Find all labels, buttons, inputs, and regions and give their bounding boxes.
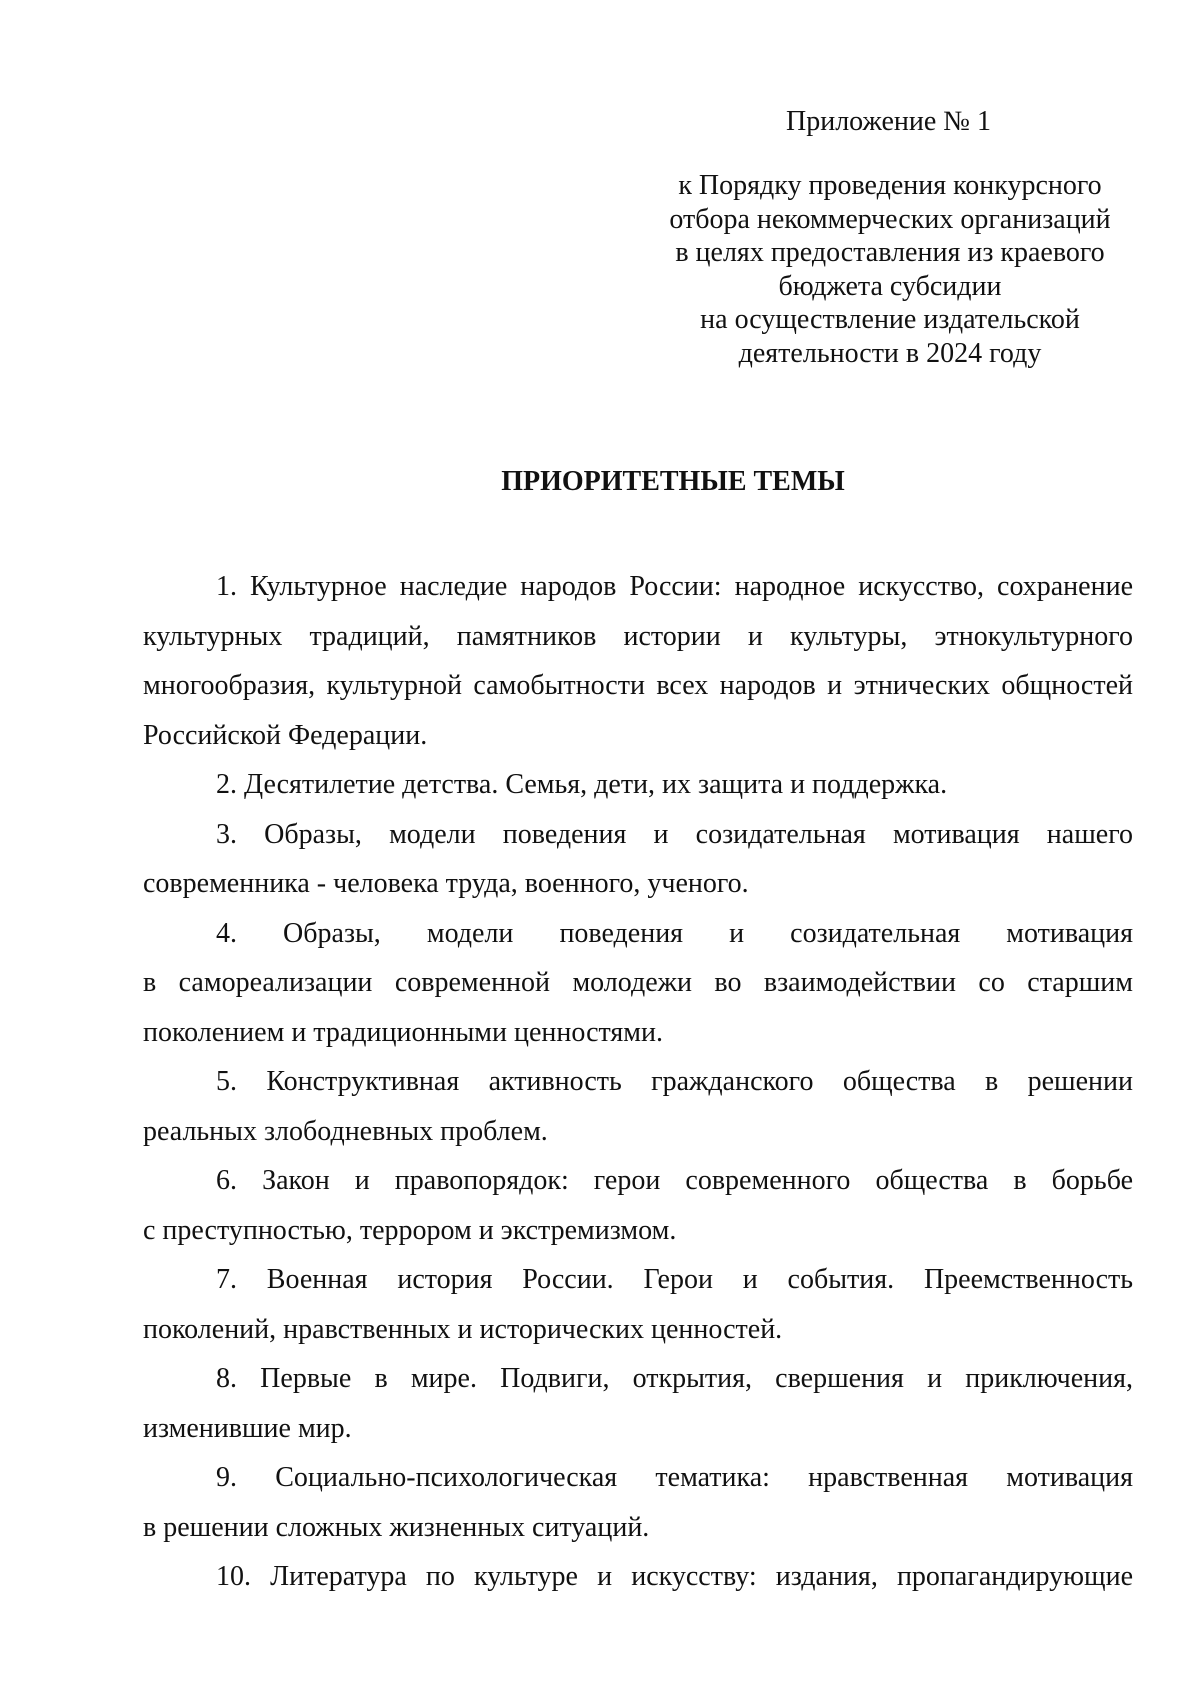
annex-ref-line: в целях предоставления из краевого xyxy=(675,237,1105,268)
item-line: изменившие мир. xyxy=(143,1412,352,1444)
item-line: с преступностью, террором и экстремизмом. xyxy=(143,1214,677,1246)
item-line: 8. Первые в мире. Подвиги, открытия, свершения и приключения, xyxy=(216,1363,1133,1394)
item-line: 5. Конструктивная активность гражданского общества в решении xyxy=(216,1066,1133,1097)
item-line: поколений, нравственных и исторических ценностей. xyxy=(143,1313,783,1345)
list-item xyxy=(143,810,1133,909)
item-line: 7. Военная история России. Герои и события. Преемственность xyxy=(216,1264,1133,1295)
list-item xyxy=(143,1552,1133,1602)
annex-ref-line: к Порядку проведения конкурсного xyxy=(678,170,1102,201)
item-line: многообразия, культурной самобытности всех народов и этнических общностей xyxy=(143,670,1133,701)
annex-ref-line: отбора некоммерческих организаций xyxy=(669,203,1111,235)
item-line: 6. Закон и правопорядок: герои современного общества в борьбе xyxy=(216,1165,1133,1196)
annex-ref-line: деятельности в 2024 году xyxy=(738,337,1042,369)
list-item xyxy=(143,1255,1133,1354)
item-line: в самореализации современной молодежи во взаимодействии со старшим xyxy=(143,967,1133,998)
annex-ref-line: бюджета субсидии xyxy=(778,270,1002,302)
annex-reference xyxy=(640,169,1140,370)
item-line: 4. Образы, модели поведения и созидательная мотивация xyxy=(216,917,1133,949)
list-item xyxy=(143,1453,1133,1552)
item-line: современника - человека труда, военного, ученого. xyxy=(143,868,749,899)
item-line: поколением и традиционными ценностями. xyxy=(143,1016,663,1048)
item-line: 1. Культурное наследие народов России: народное искусство, сохранение xyxy=(216,571,1133,602)
list-item xyxy=(143,562,1133,760)
item-line: 10. Литература по культуре и искусству: издания, пропагандирующие xyxy=(216,1561,1133,1592)
annex-ref-line: на осуществление издательской xyxy=(700,304,1080,335)
item-line: 9. Социально-психологическая тематика: нравственная мотивация xyxy=(216,1462,1133,1493)
list-item xyxy=(143,1156,1133,1255)
list-item xyxy=(143,909,1133,1058)
item-line: Российской Федерации. xyxy=(143,719,428,751)
document-title: ПРИОРИТЕТНЫЕ ТЕМЫ xyxy=(501,466,845,497)
item-line: в решении сложных жизненных ситуаций. xyxy=(143,1511,650,1543)
list-item xyxy=(143,760,1133,810)
annex-number: Приложение № 1 xyxy=(786,106,991,137)
item-line: культурных традиций, памятников истории и культуры, этнокультурного xyxy=(143,620,1133,652)
item-line: 2. Десятилетие детства. Семья, дети, их защита и поддержка. xyxy=(216,769,948,800)
list-item xyxy=(143,1354,1133,1453)
item-line: 3. Образы, модели поведения и созидательная мотивация нашего xyxy=(216,818,1133,850)
item-line: реальных злободневных проблем. xyxy=(143,1115,548,1147)
priority-topics-list xyxy=(143,562,1133,1602)
list-item xyxy=(143,1057,1133,1156)
